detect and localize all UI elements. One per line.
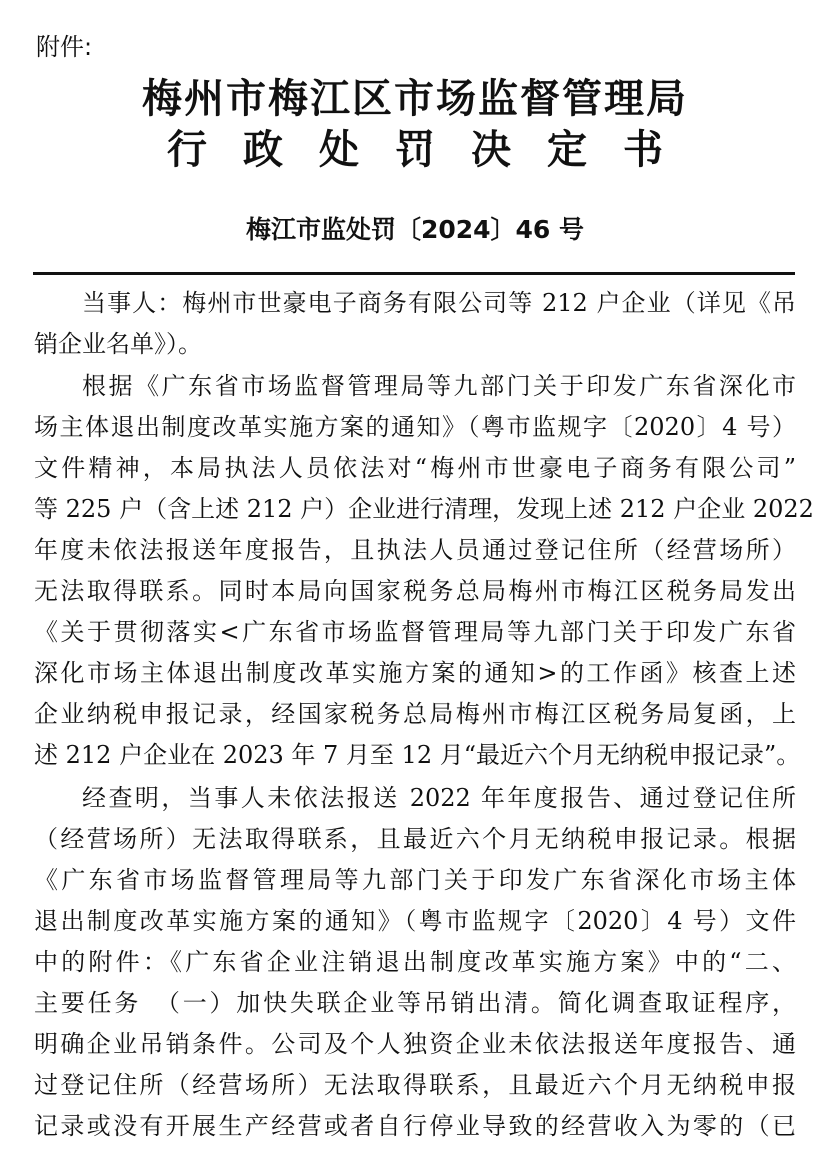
attachment-label: 附件: xyxy=(36,33,93,61)
body-line: 企业纳税申报记录，经国家税务总局梅州市梅江区税务局复函，上 xyxy=(34,700,796,728)
header-divider xyxy=(33,272,795,275)
body-line: （经营场所）无法取得联系，且最近六个月无纳税申报记录。根据 xyxy=(34,825,796,853)
body-line: 明确企业吊销条件。公司及个人独资企业未依法报送年度报告、通 xyxy=(34,1030,796,1058)
body-line: 场主体退出制度改革实施方案的通知》（粤市监规字〔2020〕4 号） xyxy=(34,413,796,441)
body-line: 退出制度改革实施方案的通知》（粤市监规字〔2020〕4 号）文件 xyxy=(34,907,796,935)
body-line: 记录或没有开展生产经营或者自行停业导致的经营收入为零的（已 xyxy=(34,1112,796,1140)
document-number: 梅江市监处罚〔2024〕46 号 xyxy=(245,215,585,244)
issuing-authority-title: 梅州市梅江区市场监督管理局 xyxy=(142,76,688,122)
body-line: 述 212 户企业在 2023 年 7 月至 12 月“最近六个月无纳税申报记录”。 xyxy=(34,741,801,769)
body-line: 深化市场主体退出制度改革实施方案的通知>的工作函》核查上述 xyxy=(34,659,796,687)
body-line: 等 225 户（含上述 212 户）企业进行清理，发现上述 212 户企业 2022 xyxy=(34,495,814,523)
body-line: 销企业名单》）。 xyxy=(34,330,202,358)
body-line: 《广东省市场监督管理局等九部门关于印发广东省深化市场主体 xyxy=(34,866,796,894)
body-line: 文件精神，本局执法人员依法对“梅州市世豪电子商务有限公司” xyxy=(34,454,796,482)
body-line: 《关于贯彻落实<广东省市场监督管理局等九部门关于印发广东省 xyxy=(34,618,796,646)
body-line: 经查明，当事人未依法报送 2022 年年度报告、通过登记住所 xyxy=(82,784,796,812)
body-line: 中的附件：《广东省企业注销退出制度改革实施方案》中的“二、 xyxy=(34,948,796,976)
body-line: 无法取得联系。同时本局向国家税务总局梅州市梅江区税务局发出 xyxy=(34,577,796,605)
body-line: 当事人：梅州市世豪电子商务有限公司等 212 户企业（详见《吊 xyxy=(82,289,796,317)
body-line: 年度未依法报送年度报告，且执法人员通过登记住所（经营场所） xyxy=(34,536,796,564)
body-line: 根据《广东省市场监督管理局等九部门关于印发广东省深化市 xyxy=(82,372,796,400)
body-line: 主要任务 （一）加快失联企业等吊销出清。简化调查取证程序， xyxy=(34,989,796,1017)
body-line: 过登记住所（经营场所）无法取得联系，且最近六个月无纳税申报 xyxy=(34,1071,796,1099)
document-type-title: 行政处罚决定书 xyxy=(167,127,699,173)
